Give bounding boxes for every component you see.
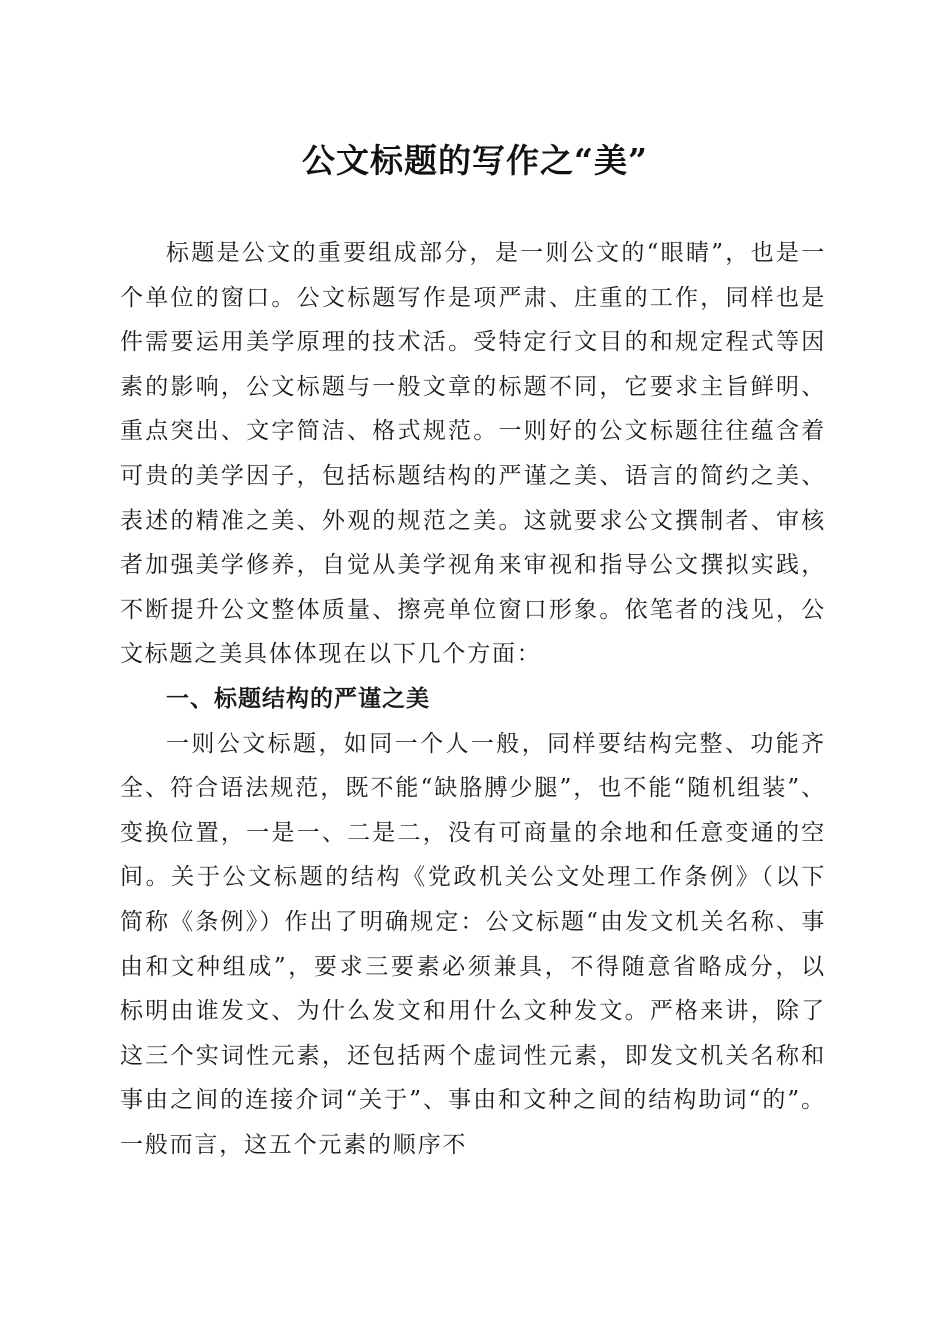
intro-paragraph: 标题是公文的重要组成部分，是一则公文的“眼睛”，也是一个单位的窗口。公文标题写作是项严肃、庄重的工作，同样也是件需要运用美学原理的技术活。受特定行文目的和规定程式等因素的影响，公文标题与一般文章的标题不同，它要求主旨鲜明、重点突出、文字简洁、格式规范。一则好的公文标题往往蕴含着可贵的美学因子，包括标题结构的严谨之美、语言的简约之美、表述的精准之美、外观的规范之美。这就要求公文撰制者、审核者加强美学修养，自觉从美学视角来审视和指导公文撰拟实践，不断提升公文整体质量、擦亮单位窗口形象。依笔者的浅见，公文标题之美具体体现在以下几个方面： [120, 240, 826, 668]
document-title: 公文标题的写作之“美” [302, 141, 648, 180]
document-body [120, 231, 826, 1167]
section-paragraph: 一则公文标题，如同一个人一般，同样要结构完整、功能齐全、符合语法规范，既不能“缺胳膊少腿”，也不能“随机组装”、变换位置，一是一、二是二，没有可商量的余地和任意变通的空间。关于公文标题的结构《党政机关公文处理工作条例》（以下简称《条例》）作出了明确规定：公文标题“由发文机关名称、事由和文种组成”，要求三要素必须兼具，不得随意省略成分，以标明由谁发文、为什么发文和用什么文种发文。严格来讲，除了这三个实词性元素，还包括两个虚词性元素，即发文机关名称和事由之间的连接介词“关于”、事由和文种之间的结构助词“的”。一般而言，这五个元素的顺序不 [120, 730, 826, 1158]
section-heading: 一、标题结构的严谨之美 [166, 685, 430, 712]
